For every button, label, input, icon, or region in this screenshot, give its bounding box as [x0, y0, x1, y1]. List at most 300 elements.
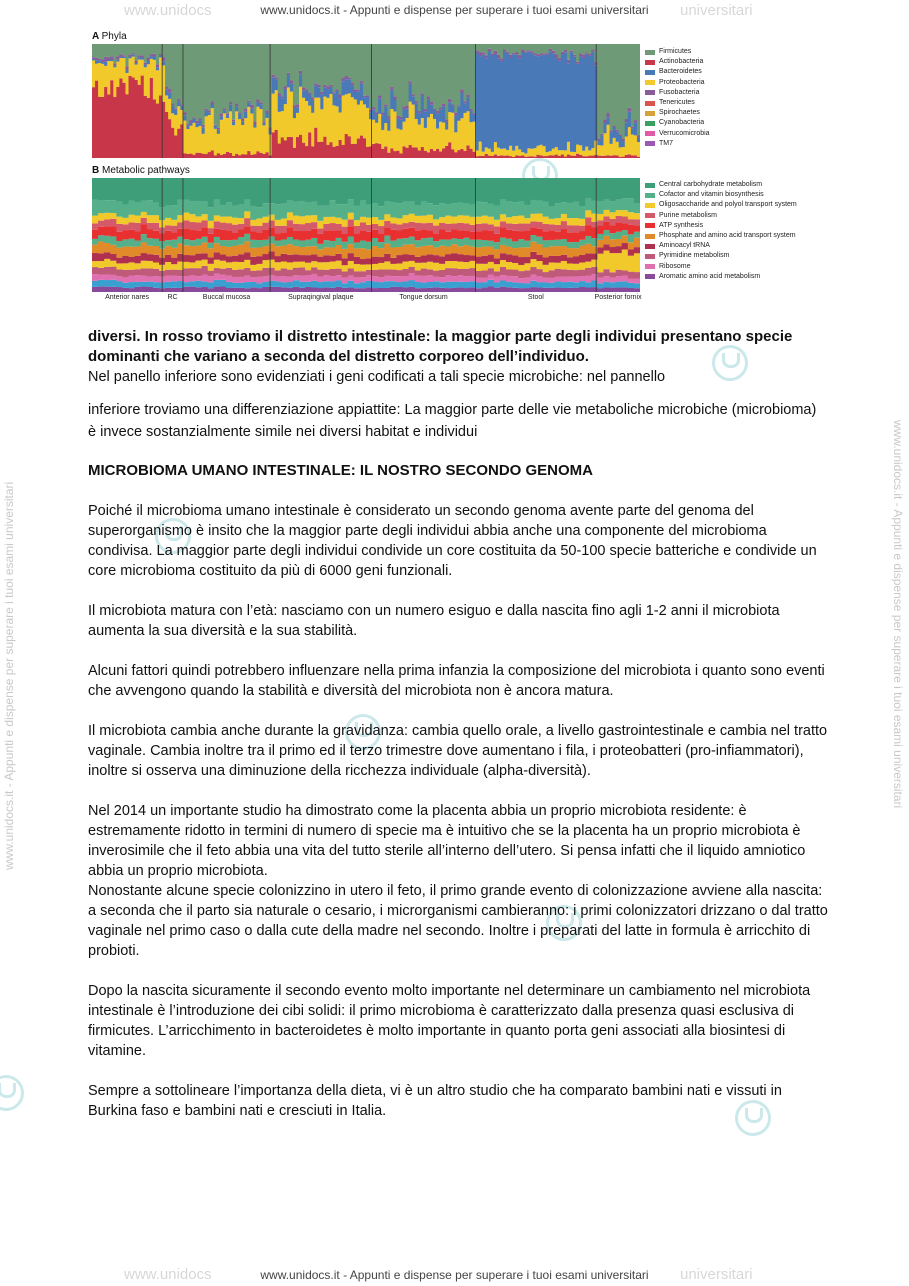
phyla-bar-segment [393, 96, 396, 99]
pathway-band-segment [634, 178, 640, 203]
pathway-band-segment [129, 215, 135, 223]
phyla-bar-segment [235, 44, 238, 103]
pathway-band-segment [482, 202, 488, 215]
pathway-band-segment [390, 223, 396, 229]
phyla-bar-segment [549, 44, 552, 49]
pathway-band-segment [500, 200, 506, 215]
pathway-band-segment [378, 277, 384, 282]
pathway-band-segment [317, 178, 323, 205]
phyla-bar-segment [144, 44, 147, 63]
phyla-bar-segment [339, 98, 342, 112]
pathway-band-segment [439, 246, 445, 256]
pathway-band-segment [202, 178, 208, 202]
phyla-bar-segment [275, 130, 278, 158]
phyla-bar-segment [500, 61, 503, 149]
pathway-band-segment [628, 288, 634, 292]
phyla-bar-segment [427, 152, 430, 158]
watermark-header: www.unidocs.it - Appunti e dispense per superare i tuoi esami universitari [260, 3, 649, 17]
pathway-band-segment [506, 276, 512, 282]
pathway-band-segment [512, 263, 518, 270]
pathway-band-segment [512, 248, 518, 255]
pathway-band-segment [232, 256, 238, 262]
pathway-band-segment [232, 262, 238, 270]
phyla-bar-segment [430, 44, 433, 102]
pathway-band-segment [500, 238, 506, 245]
pathway-band-segment [305, 240, 311, 247]
pathway-band-segment [421, 269, 427, 276]
pathway-band-segment [98, 268, 104, 275]
pathway-band-segment [390, 281, 396, 287]
phyla-bar-segment [573, 44, 576, 55]
phyla-bar-segment [256, 151, 259, 158]
metabolic-pathways-chart [92, 178, 640, 292]
pathway-band-segment [494, 206, 500, 220]
pathway-band-segment [482, 270, 488, 277]
pathway-band-segment [348, 276, 354, 281]
pathway-band-segment [494, 220, 500, 227]
phyla-bar-segment [399, 120, 402, 130]
phyla-bar-segment [241, 121, 244, 125]
pathway-band-segment [232, 277, 238, 283]
pathway-band-segment [244, 288, 250, 292]
phyla-bar-segment [125, 44, 128, 66]
pathway-band-segment [98, 261, 104, 268]
pathway-band-segment [165, 225, 171, 230]
pathway-band-segment [238, 230, 244, 238]
pathway-band-segment [135, 282, 141, 287]
phyla-bar-segment [329, 94, 332, 142]
pathway-band-segment [500, 245, 506, 253]
pathway-band-segment [183, 199, 189, 212]
pathway-band-segment [543, 231, 549, 240]
pathway-band-segment [354, 271, 360, 277]
pathway-band-segment [494, 258, 500, 264]
phyla-bar-segment [333, 147, 336, 158]
pathway-band-segment [183, 245, 189, 255]
phyla-bar-segment [360, 81, 363, 84]
pathway-band-segment [463, 282, 469, 288]
pathway-band-segment [573, 178, 579, 202]
pathway-band-segment [488, 280, 494, 287]
pathway-band-segment [482, 223, 488, 230]
pathway-band-segment [323, 270, 329, 275]
pathway-band-segment [421, 178, 427, 202]
phyla-bar-segment [211, 105, 214, 109]
phyla-bar-segment [418, 150, 421, 158]
phyla-bar-segment [555, 155, 558, 158]
pathway-band-segment [141, 224, 147, 234]
pathway-band-segment [451, 288, 457, 292]
pathway-band-segment [616, 270, 622, 277]
phyla-bar-segment [122, 58, 125, 83]
pathway-band-segment [153, 255, 159, 263]
phyla-bar-segment [138, 57, 141, 59]
phyla-bar-segment [503, 49, 506, 51]
phyla-bar-segment [494, 44, 497, 51]
pathway-band-segment [433, 255, 439, 263]
pathway-band-segment [421, 263, 427, 269]
phyla-bar-segment [588, 56, 591, 150]
pathway-band-segment [336, 261, 342, 269]
pathway-band-segment [220, 240, 226, 246]
phyla-bar-segment [567, 44, 570, 60]
pathway-band-segment [622, 178, 628, 198]
pathway-band-segment [567, 242, 573, 248]
pathway-band-segment [579, 240, 585, 246]
phyla-legend [645, 47, 710, 149]
pathway-band-segment [524, 247, 530, 257]
pathway-band-segment [597, 225, 603, 233]
phyla-bar-segment [95, 44, 98, 58]
phyla-bar-segment [506, 150, 509, 156]
pathway-band-segment [348, 226, 354, 236]
pathway-band-segment [451, 244, 457, 253]
pathway-band-segment [597, 283, 603, 288]
phyla-bar-segment [189, 44, 192, 120]
phyla-bar-segment [457, 107, 460, 121]
phyla-bar-segment [439, 110, 442, 122]
pathway-band-segment [591, 246, 597, 253]
pathway-band-segment [390, 178, 396, 202]
pathway-band-segment [488, 268, 494, 274]
phyla-bar-segment [144, 96, 147, 158]
pathway-band-segment [567, 178, 573, 203]
phyla-bar-segment [482, 52, 485, 54]
phyla-bar-segment [479, 142, 482, 156]
phyla-bar-segment [336, 89, 339, 91]
pathway-band-segment [524, 224, 530, 231]
pathway-band-segment [476, 178, 482, 202]
pathway-band-segment [129, 282, 135, 288]
phyla-bar-segment [132, 77, 135, 158]
pathway-band-segment [396, 178, 402, 203]
phyla-bar-segment [223, 44, 226, 108]
phyla-bar-segment [351, 44, 354, 82]
pathway-band-segment [603, 244, 609, 250]
pathway-band-segment [421, 223, 427, 229]
pathway-band-segment [275, 256, 281, 262]
phyla-bar-segment [412, 44, 415, 94]
phyla-bar-segment [323, 137, 326, 158]
watermark-ghost-left: www.unidocs [124, 2, 212, 19]
pathway-band-segment [597, 254, 603, 273]
phyla-bar-segment [360, 44, 363, 81]
pathway-band-segment [135, 216, 141, 223]
phyla-bar-segment [144, 65, 147, 68]
phyla-bar-segment [256, 107, 259, 152]
pathway-band-segment [494, 234, 500, 242]
pathway-band-segment [311, 261, 317, 267]
phyla-bar-segment [214, 126, 217, 129]
watermark-footer-ghost-left: www.unidocs [124, 1266, 212, 1283]
phyla-bar-segment [275, 79, 278, 90]
pathway-band-segment [110, 245, 116, 254]
pathway-band-segment [262, 276, 268, 282]
phyla-bar-segment [558, 61, 561, 151]
pathway-band-segment [603, 178, 609, 200]
pathway-band-segment [616, 246, 622, 253]
pathway-band-segment [153, 239, 159, 246]
pathway-band-segment [281, 226, 287, 233]
pathway-band-segment [543, 258, 549, 265]
pathway-band-segment [317, 249, 323, 256]
phyla-bar-segment [129, 58, 132, 75]
pathway-band-segment [189, 281, 195, 286]
phyla-bar-segment [223, 108, 226, 110]
phyla-bar-segment [497, 156, 500, 158]
phyla-bar-segment [262, 154, 265, 158]
pathway-band-segment [421, 283, 427, 288]
phyla-bar-segment [250, 105, 253, 108]
phyla-bar-segment [223, 113, 226, 154]
pathway-band-segment [530, 227, 536, 235]
phyla-bar-segment [573, 57, 576, 152]
phyla-bar-segment [150, 78, 153, 158]
pathway-band-segment [536, 261, 542, 269]
legend-swatch [645, 101, 655, 106]
pathway-band-segment [500, 275, 506, 280]
pathway-band-segment [220, 255, 226, 261]
legend-label: Tenericutes [659, 99, 695, 107]
pathway-band-segment [396, 247, 402, 255]
pathway-band-segment [628, 242, 634, 249]
phyla-bar-segment [174, 135, 177, 158]
paragraph: Nonostante alcune specie colonizzino in utero il feto, il primo grande evento di colonizzazione avviene alla nascita: a seconda che il parto sia naturale o cesario, i microrganismi cambieranno: i primi colonizzatori drizzano o dal tratto vaginale nel primo caso o dalla cute della madre nel secondo. Inoltre i preparati del latte in formula è arricchito di probioti. [88, 883, 828, 959]
phyla-bar-segment [512, 151, 515, 157]
site-label: Supraqingival plaque [288, 294, 354, 301]
pathway-band-segment [305, 282, 311, 287]
pathway-band-segment [244, 252, 250, 260]
phyla-bar-segment [284, 140, 287, 158]
pathway-band-segment [317, 262, 323, 269]
pathway-band-segment [555, 263, 561, 269]
phyla-bar-segment [354, 92, 357, 99]
phyla-bar-segment [244, 44, 247, 109]
phyla-bar-segment [521, 44, 524, 49]
pathway-band-segment [518, 288, 524, 292]
phyla-bar-segment [311, 113, 314, 146]
pathway-band-segment [323, 231, 329, 240]
pathway-band-segment [214, 274, 220, 280]
pathway-band-segment [311, 222, 317, 229]
pathway-band-segment [141, 242, 147, 253]
phyla-bar-segment [530, 156, 533, 158]
pathway-band-segment [610, 278, 616, 283]
pathway-band-segment [281, 232, 287, 239]
pathway-band-segment [104, 236, 110, 243]
phyla-bar-segment [95, 60, 98, 63]
pathway-band-segment [299, 201, 305, 216]
pathway-band-segment [622, 281, 628, 287]
pathway-band-segment [281, 178, 287, 204]
phyla-bar-segment [156, 44, 159, 64]
pathway-band-segment [275, 226, 281, 233]
phyla-bar-segment [113, 97, 116, 158]
pathway-band-segment [116, 287, 122, 292]
phyla-bar-segment [524, 53, 527, 154]
pathway-band-segment [396, 231, 402, 239]
pathway-band-segment [567, 277, 573, 282]
pathway-band-segment [165, 262, 171, 270]
pathway-band-segment [506, 178, 512, 202]
pathway-band-segment [305, 270, 311, 275]
phyla-bar-segment [600, 44, 603, 134]
phyla-bar-segment [351, 97, 354, 144]
pathway-band-segment [628, 234, 634, 242]
pathway-band-segment [262, 240, 268, 246]
pathway-band-segment [549, 256, 555, 263]
site-label: Posterior fornix [594, 294, 642, 301]
pathway-band-segment [281, 218, 287, 225]
phyla-bar-segment [220, 155, 223, 158]
phyla-bar-segment [567, 155, 570, 158]
pathway-band-segment [372, 224, 378, 230]
phyla-bar-segment [342, 145, 345, 158]
pathway-band-segment [610, 225, 616, 233]
pathway-band-segment [573, 218, 579, 225]
phyla-bar-segment [415, 101, 418, 103]
pathway-band-segment [403, 238, 409, 244]
pathway-band-segment [323, 247, 329, 255]
pathway-band-segment [135, 256, 141, 264]
pathway-band-segment [122, 224, 128, 230]
pathway-band-segment [439, 282, 445, 288]
phyla-bar-segment [497, 148, 500, 156]
phyla-bar-segment [259, 109, 262, 153]
phyla-bar-segment [558, 44, 561, 58]
pathway-band-segment [329, 217, 335, 223]
pathway-band-segment [196, 287, 202, 292]
pathway-band-segment [275, 262, 281, 270]
pathway-band-segment [524, 178, 530, 205]
pathway-band-segment [323, 262, 329, 270]
pathway-band-segment [530, 281, 536, 287]
phyla-bar-segment [320, 44, 323, 92]
phyla-bar-segment [619, 44, 622, 134]
phyla-bar-segment [460, 89, 463, 93]
pathway-band-segment [573, 277, 579, 283]
phyla-bar-segment [561, 150, 564, 154]
phyla-bar-segment [521, 49, 524, 52]
phyla-bar-segment [296, 44, 299, 104]
phyla-bar-segment [387, 44, 390, 116]
pathway-band-segment [433, 219, 439, 225]
phyla-bar-segment [186, 154, 189, 158]
phyla-bar-segment [415, 103, 418, 119]
pathway-band-segment [390, 202, 396, 217]
phyla-bar-segment [433, 110, 436, 118]
phyla-bar-segment [205, 154, 208, 158]
pathway-band-segment [281, 268, 287, 276]
pathway-band-segment [530, 252, 536, 259]
phyla-bar-segment [208, 112, 211, 115]
phyla-bar-segment [125, 73, 128, 94]
pathway-band-segment [250, 226, 256, 232]
phyla-bar-segment [305, 91, 308, 102]
pathway-band-segment [360, 259, 366, 265]
phyla-bar-segment [217, 130, 220, 134]
legend-label: Actinobacteria [659, 58, 704, 66]
phyla-bar-segment [199, 44, 202, 118]
pathway-band-segment [567, 270, 573, 277]
pathway-band-segment [616, 200, 622, 210]
phyla-bar-segment [95, 81, 98, 158]
pathway-band-segment [543, 247, 549, 257]
pathway-band-segment [104, 275, 110, 280]
pathway-band-segment [445, 240, 451, 247]
phyla-bar-segment [192, 117, 195, 119]
phyla-bar-segment [506, 44, 509, 52]
phyla-bar-segment [333, 92, 336, 93]
pathway-band-segment [92, 267, 98, 274]
pathway-band-segment [390, 247, 396, 257]
pathway-band-segment [317, 282, 323, 288]
pathway-band-segment [500, 287, 506, 292]
phyla-bar-segment [168, 93, 171, 99]
phyla-bar-segment [552, 149, 555, 156]
phyla-bar-segment [463, 101, 466, 103]
pathway-band-segment [196, 245, 202, 253]
pathway-band-segment [287, 244, 293, 255]
phyla-bar-segment [317, 44, 320, 85]
phyla-bar-segment [208, 44, 211, 110]
pathway-band-segment [323, 255, 329, 262]
pathway-band-segment [183, 287, 189, 292]
pathway-band-segment [153, 288, 159, 292]
pathway-band-segment [305, 275, 311, 281]
pathway-band-segment [116, 281, 122, 287]
pathway-band-segment [281, 204, 287, 219]
pathway-band-segment [524, 257, 530, 263]
pathway-band-segment [536, 269, 542, 276]
pathway-band-segment [165, 206, 171, 218]
phyla-bar-segment [549, 49, 552, 51]
phyla-bar-segment [591, 52, 594, 148]
pathway-band-segment [275, 204, 281, 220]
phyla-bar-segment [588, 44, 591, 54]
phyla-bar-segment [186, 126, 189, 129]
pathway-band-segment [336, 224, 342, 230]
pathway-band-segment [250, 178, 256, 206]
pathway-band-segment [202, 243, 208, 254]
pathway-band-segment [409, 255, 415, 261]
phyla-bar-segment [433, 119, 436, 151]
pathway-band-segment [372, 288, 378, 292]
pathway-band-segment [500, 214, 506, 221]
pathway-band-segment [360, 217, 366, 223]
pathway-band-segment [329, 288, 335, 292]
pathway-band-segment [122, 263, 128, 269]
phyla-bar-segment [311, 44, 314, 97]
pathway-band-segment [372, 217, 378, 224]
paragraph: Nel 2014 un importante studio ha dimostrato come la placenta abbia un proprio microbiota residente: è estremamente ridotto in termini di numero di specie ma è intuitivo che se la placenta ha un proprio microbiota è inverosimile che il feto abbia una vita del tutto sterile all’interno dell’utero. Si pensa infatti che il liquido amniotico abbia un proprio microbiota. [88, 803, 806, 879]
phyla-bar-segment [631, 128, 634, 134]
phyla-bar-segment [226, 114, 229, 116]
phyla-bar-segment [202, 154, 205, 158]
pathway-band-segment [512, 216, 518, 224]
phyla-bar-segment [363, 96, 366, 97]
legend-label: Spirochaetes [659, 109, 700, 117]
pathway-band-segment [524, 270, 530, 277]
pathway-band-segment [396, 225, 402, 231]
pathway-band-segment [543, 240, 549, 247]
pathway-band-segment [470, 268, 476, 276]
phyla-bar-segment [308, 132, 311, 158]
phyla-bar-segment [637, 138, 640, 142]
pathway-band-segment [457, 287, 463, 292]
phyla-bar-segment [442, 104, 445, 106]
phyla-bar-segment [342, 78, 345, 81]
